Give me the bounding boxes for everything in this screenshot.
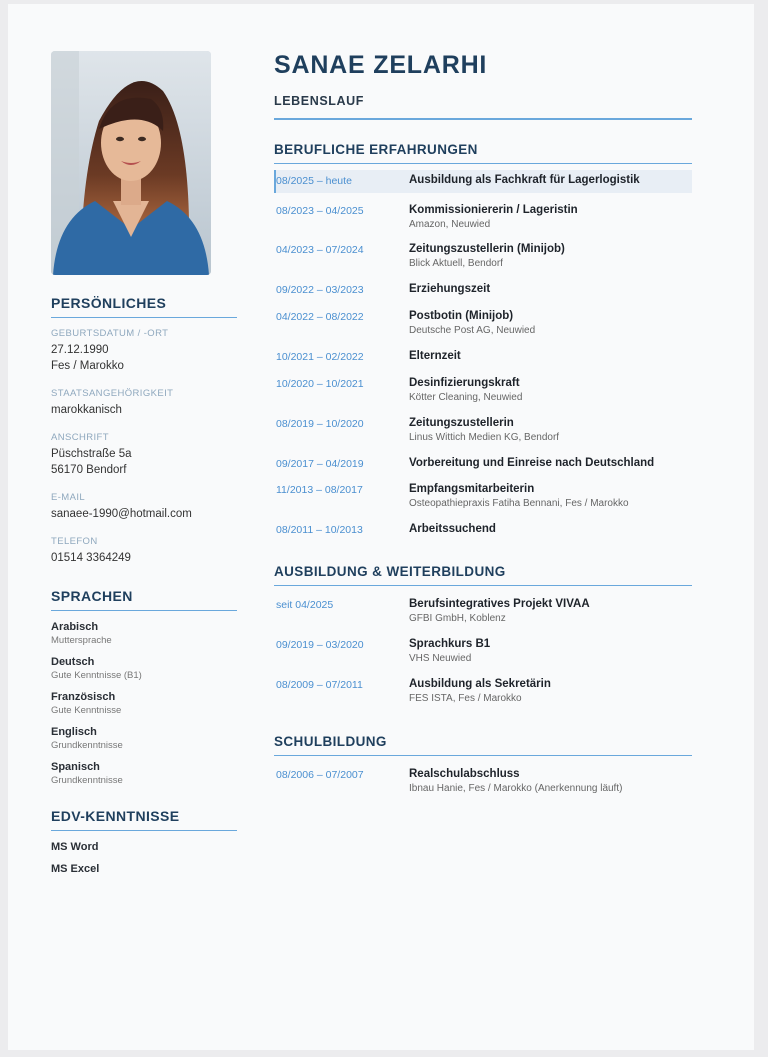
entry-subtitle: Kötter Cleaning, Neuwied <box>409 392 523 403</box>
entry-date: 10/2020 – 10/2021 <box>276 378 364 390</box>
languages-heading: SPRACHEN <box>51 588 237 611</box>
entry-subtitle: Deutsche Post AG, Neuwied <box>409 325 536 336</box>
school-entry <box>274 768 692 794</box>
experience-entry <box>274 457 692 470</box>
experience-entry <box>274 170 692 193</box>
language-level: Grundkenntnisse <box>51 740 123 751</box>
entry-subtitle: Amazon, Neuwied <box>409 219 491 230</box>
entry-subtitle: Ibnau Hanie, Fes / Marokko (Anerkennung läuft) <box>409 783 623 794</box>
language-name: Arabisch <box>51 621 99 633</box>
entry-title: Kommissioniererin / Lageristin <box>409 204 578 216</box>
birth-date: 27.12.1990 <box>51 344 109 356</box>
entry-title: Ausbildung als Sekretärin <box>409 678 551 690</box>
experience-entry <box>274 350 692 363</box>
person-name: SANAE ZELARHI <box>274 51 488 79</box>
entry-date: 08/2023 – 04/2025 <box>276 205 364 217</box>
entry-date: 04/2023 – 07/2024 <box>276 244 364 256</box>
entry-subtitle: FES ISTA, Fes / Marokko <box>409 693 522 704</box>
language-name: Französisch <box>51 691 116 703</box>
entry-date: 04/2022 – 08/2022 <box>276 311 364 323</box>
experience-entry <box>274 417 692 443</box>
nationality-value: marokkanisch <box>51 404 122 416</box>
entry-title: Berufsintegratives Projekt VIVAA <box>409 598 590 610</box>
entry-date: 09/2022 – 03/2023 <box>276 284 364 296</box>
nationality-label: STAATSANGEHÖRIGKEIT <box>51 388 174 399</box>
entry-title: Empfangsmitarbeiterin <box>409 483 535 495</box>
experience-entry <box>274 243 692 269</box>
address-city: 56170 Bendorf <box>51 464 127 476</box>
edv-section <box>51 808 237 875</box>
phone-value: 01514 3364249 <box>51 552 131 564</box>
experience-entry <box>274 310 692 336</box>
entry-subtitle: GFBI GmbH, Koblenz <box>409 613 506 624</box>
entry-title: Zeitungszustellerin (Minijob) <box>409 243 565 255</box>
entry-title: Sprachkurs B1 <box>409 638 491 650</box>
entry-title: Arbeitssuchend <box>409 523 496 535</box>
document-title: LEBENSLAUF <box>274 94 692 120</box>
entry-subtitle: Linus Wittich Medien KG, Bendorf <box>409 432 560 443</box>
address-label: ANSCHRIFT <box>51 432 109 443</box>
entry-title: Zeitungszustellerin <box>409 417 514 429</box>
entry-subtitle: Blick Aktuell, Bendorf <box>409 258 503 269</box>
experience-entry <box>274 283 692 296</box>
portrait-image <box>51 51 211 275</box>
entry-date: 09/2017 – 04/2019 <box>276 458 364 470</box>
language-name: Deutsch <box>51 656 95 668</box>
school-heading: SCHULBILDUNG <box>274 734 692 756</box>
edv-item: MS Word <box>51 841 99 853</box>
entry-title: Ausbildung als Fachkraft für Lagerlogistik <box>409 174 640 186</box>
birth-label: GEBURTSDATUM / -ORT <box>51 328 169 339</box>
language-name: Spanisch <box>51 761 100 773</box>
entry-date: 08/2009 – 07/2011 <box>276 679 363 691</box>
experience-heading: BERUFLICHE ERFAHRUNGEN <box>274 142 692 164</box>
email-label: E-MAIL <box>51 492 86 503</box>
personal-heading: PERSÖNLICHES <box>51 295 237 318</box>
entry-date: 08/2006 – 07/2007 <box>276 769 364 781</box>
entry-subtitle: VHS Neuwied <box>409 653 472 664</box>
edv-heading: EDV-KENNTNISSE <box>51 808 237 831</box>
experience-entry <box>274 377 692 403</box>
address-street: Püschstraße 5a <box>51 448 132 460</box>
entry-date: 08/2011 – 10/2013 <box>276 524 363 536</box>
entry-title: Vorbereitung und Einreise nach Deutschland <box>409 457 655 469</box>
phone-label: TELEFON <box>51 536 98 547</box>
language-level: Gute Kenntnisse <box>51 705 122 716</box>
school-section <box>274 734 692 794</box>
education-section <box>274 564 692 704</box>
entry-title: Elternzeit <box>409 350 461 362</box>
entry-date: 09/2019 – 03/2020 <box>276 639 364 651</box>
entry-title: Postbotin (Minijob) <box>409 310 514 322</box>
language-level: Muttersprache <box>51 635 112 646</box>
main-column <box>274 51 692 794</box>
entry-subtitle: Osteopathiepraxis Fatiha Bennani, Fes / Marokko <box>409 498 629 509</box>
experience-entry <box>274 483 692 509</box>
birth-place: Fes / Marokko <box>51 360 124 372</box>
profile-photo <box>51 51 211 275</box>
language-level: Gute Kenntnisse (B1) <box>51 670 142 681</box>
entry-date: 08/2025 – heute <box>276 175 352 187</box>
experience-entry <box>274 523 692 536</box>
personal-section <box>51 295 237 566</box>
entry-title: Erziehungszeit <box>409 283 491 295</box>
sidebar <box>51 51 237 875</box>
entry-date: 08/2019 – 10/2020 <box>276 418 364 430</box>
entry-date: seit 04/2025 <box>276 599 334 611</box>
cv-page <box>8 4 754 1050</box>
experience-section <box>274 142 692 536</box>
experience-entry <box>274 204 692 230</box>
languages-section <box>51 588 237 786</box>
education-entry <box>274 598 692 624</box>
entry-title: Realschulabschluss <box>409 768 520 780</box>
entry-title: Desinfizierungskraft <box>409 377 520 389</box>
edv-item: MS Excel <box>51 863 100 875</box>
email-value: sanaee-1990@hotmail.com <box>51 508 192 520</box>
education-heading: AUSBILDUNG & WEITERBILDUNG <box>274 564 692 586</box>
language-level: Grundkenntnisse <box>51 775 123 786</box>
language-name: Englisch <box>51 726 97 738</box>
education-entry <box>274 638 692 664</box>
education-entry <box>274 678 692 704</box>
entry-date: 11/2013 – 08/2017 <box>276 484 363 496</box>
entry-date: 10/2021 – 02/2022 <box>276 351 364 363</box>
